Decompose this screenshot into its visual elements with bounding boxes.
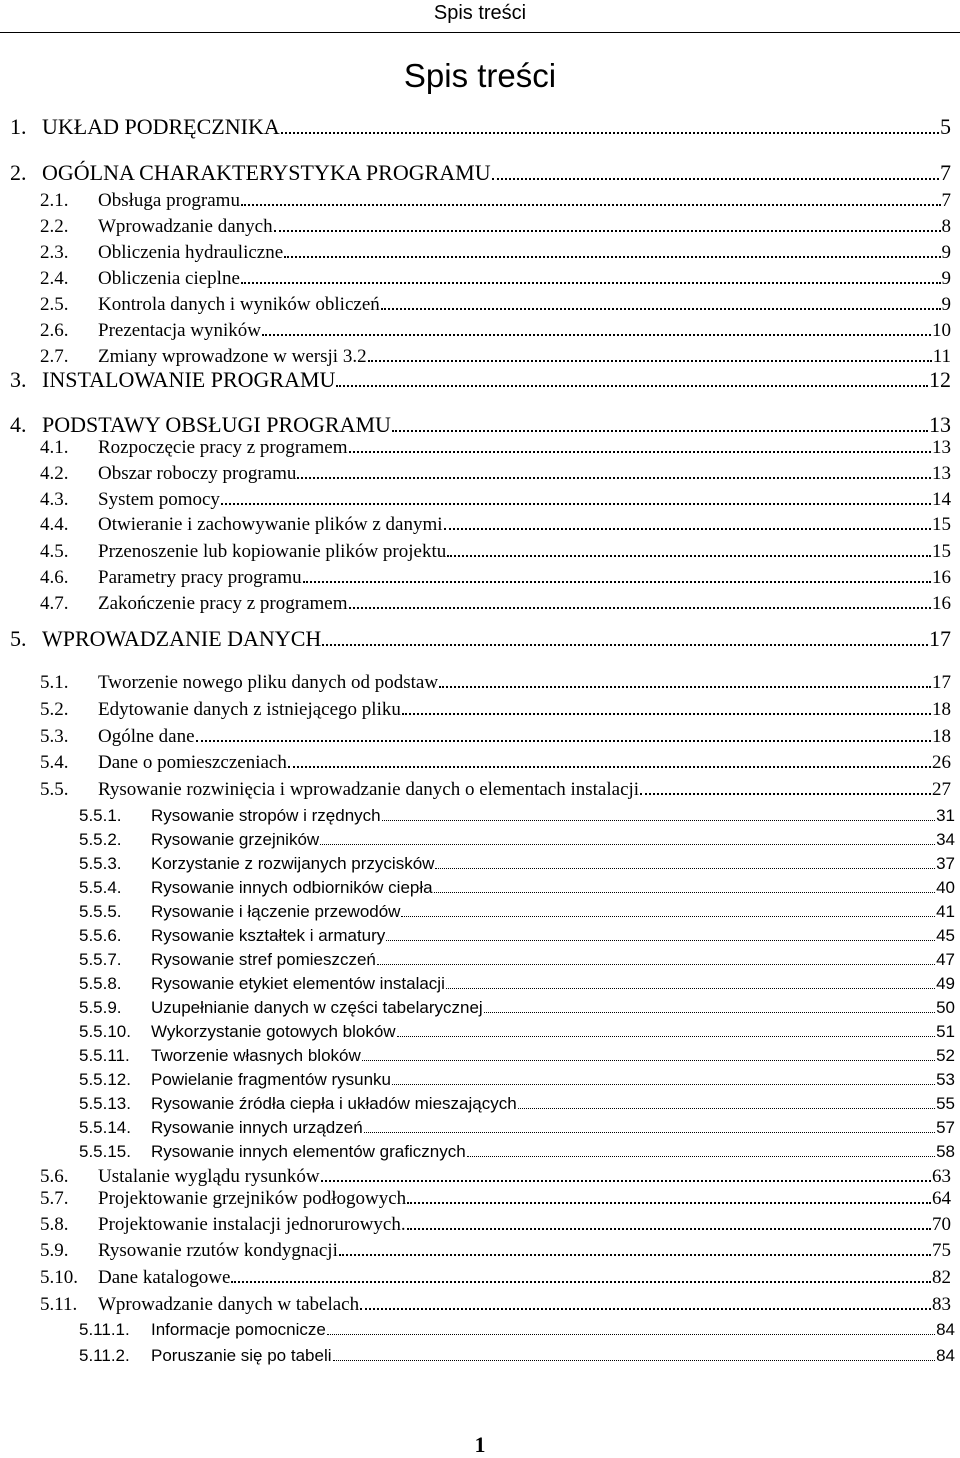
dot-leader [327,1322,935,1335]
toc-entry[interactable] [10,160,951,188]
toc-entry[interactable] [40,593,951,617]
toc-entry-page: 14 [932,489,951,510]
toc-entry-page: 40 [936,878,955,897]
dot-leader [518,1096,935,1109]
toc-entry-page: 13 [932,437,951,458]
toc-entry-number: 2.5. [40,294,69,315]
toc-entry-number: 5.11. [40,1294,78,1315]
toc-entry-page: 50 [936,998,955,1017]
dot-leader [392,1072,935,1085]
toc-entry-title: Tworzenie nowego pliku danych od podstaw [98,672,439,693]
toc-entry-page: 37 [936,854,955,873]
toc-entry[interactable] [79,1022,955,1044]
toc-entry-page: 17 [929,626,951,651]
toc-entry-title: Przenoszenie lub kopiowanie plików projektu [98,541,447,562]
toc-entry-title: Tworzenie własnych bloków [151,1046,361,1065]
toc-entry[interactable] [79,1118,955,1140]
toc-entry[interactable] [79,878,955,900]
dot-leader [360,1294,931,1310]
toc-entry-number: 5.5.3. [79,854,122,873]
toc-entry-number: 5.9. [40,1240,69,1261]
toc-entry-number: 5.5.15. [79,1142,131,1161]
toc-entry-page: 11 [932,346,951,367]
toc-entry[interactable] [10,626,951,654]
toc-entry-number: 5.5.13. [79,1094,131,1113]
dot-leader [339,1240,931,1256]
toc-entry-page: 83 [932,1294,951,1315]
toc-entry[interactable] [79,902,955,924]
toc-entry-title: Zmiany wprowadzone w wersji 3.2 [98,346,367,367]
dot-leader [362,1048,935,1061]
dot-leader [407,1214,931,1230]
toc-entry-page: 15 [932,541,951,562]
dot-leader [397,1024,936,1037]
dot-leader [349,437,931,453]
toc-entry-page: 41 [936,902,955,921]
toc-entry-title: Wprowadzanie danych [98,216,273,237]
toc-entry[interactable] [79,1346,955,1368]
dot-leader [333,1348,936,1361]
toc-entry-page: 84 [936,1320,955,1339]
toc-entry-page: 9 [941,294,951,315]
toc-entry[interactable] [40,541,951,565]
toc-entry-number: 5.5.8. [79,974,122,993]
toc-entry-number: 5.5. [40,779,69,800]
dot-leader [336,369,928,387]
dot-leader [321,1166,931,1182]
toc-entry[interactable] [79,926,955,948]
toc-entry-number: 5.5.10. [79,1022,131,1041]
dot-leader [386,928,935,941]
toc-entry-number: 5.4. [40,752,69,773]
toc-entry[interactable] [40,1166,951,1190]
toc-entry-number: 1. [10,114,27,139]
toc-entry-page: 82 [932,1267,951,1288]
toc-entry-number: 2.4. [40,268,69,289]
toc-entry-number: 2.3. [40,242,69,263]
toc-entry-number: 5.6. [40,1166,69,1187]
toc-entry[interactable] [40,752,951,776]
dot-leader [407,1188,931,1204]
toc-entry[interactable] [40,1188,951,1212]
running-header: Spis treści [0,0,960,33]
toc-entry-title: Dane katalogowe [98,1267,231,1288]
toc-entry-number: 5.3. [40,726,69,747]
toc-entry-title: Obszar roboczy programu [98,463,297,484]
toc-entry-number: 5.5.1. [79,806,122,825]
toc-entry-title: Informacje pomocnicze [151,1320,326,1339]
toc-entry-title: OGÓLNA CHARAKTERYSTYKA PROGRAMU [42,160,491,185]
dot-leader [297,463,931,479]
toc-entry-number: 5.5.7. [79,950,122,969]
toc-entry[interactable] [40,1214,951,1238]
dot-leader [467,1144,935,1157]
toc-entry[interactable] [40,463,951,487]
toc-entry[interactable] [40,1240,951,1264]
toc-entry-title: Rysowanie etykiet elementów instalacji [151,974,445,993]
toc-entry-title: Korzystanie z rozwijanych przycisków [151,854,435,873]
dot-leader [444,514,931,530]
dot-leader [303,567,931,583]
dot-leader [382,808,935,821]
dot-leader [484,1000,935,1013]
dot-leader [446,976,935,989]
dot-leader [231,1267,931,1283]
toc-entry[interactable] [10,412,951,440]
dot-leader [435,856,935,869]
toc-entry-page: 17 [932,672,951,693]
toc-entry-title: Edytowanie danych z istniejącego pliku [98,699,401,720]
toc-entry-number: 5.5.12. [79,1070,131,1089]
toc-entry[interactable] [40,779,951,803]
toc-entry[interactable] [40,268,951,292]
toc-entry-page: 27 [932,779,951,800]
toc-entry-title: System pomocy [98,489,220,510]
toc-entry[interactable] [40,726,951,750]
toc-entry-number: 5.7. [40,1188,69,1209]
toc-entry-page: 47 [936,950,955,969]
toc-entry-page: 8 [941,216,951,237]
toc-entry-number: 2.2. [40,216,69,237]
page-title: Spis treści [403,57,557,94]
toc-entry-number: 5.5.11. [79,1046,130,1065]
toc-entry-number: 4.4. [40,514,69,535]
toc-entry[interactable] [40,699,951,723]
toc-entry[interactable] [79,1070,955,1092]
toc-entry[interactable] [40,242,951,266]
toc-entry-number: 5.11.2. [79,1346,130,1365]
toc-entry-number: 4.5. [40,541,69,562]
toc-entry-number: 4. [10,412,27,437]
toc-entry-title: WPROWADZANIE DANYCH [42,626,322,651]
toc-entry-number: 2.6. [40,320,69,341]
toc-entry-page: 9 [941,242,951,263]
toc-entry[interactable] [40,190,951,214]
toc-entry[interactable] [40,514,951,538]
toc-entry-page: 70 [932,1214,951,1235]
toc-entry-number: 5.1. [40,672,69,693]
toc-entry-title: Rozpoczęcie pracy z programem [98,437,348,458]
toc-entry-page: 13 [932,463,951,484]
toc-entry-title: Rysowanie innych odbiorników ciepła [151,878,433,897]
toc-entry-number: 4.2. [40,463,69,484]
dot-leader [492,162,939,180]
toc-entry-page: 64 [932,1188,951,1209]
dot-leader [368,346,932,362]
toc-entry-title: Rysowanie stref pomieszczeń [151,950,376,969]
toc-entry-page: 7 [941,190,951,211]
toc-entry-title: Obliczenia hydrauliczne [98,242,284,263]
dot-leader [322,628,928,646]
toc-entry-title: Obliczenia cieplne [98,268,240,289]
toc-entry-title: Rysowanie i łączenie przewodów [151,902,401,921]
toc-entry-title: Rysowanie kształtek i armatury [151,926,386,945]
toc-entry-number: 5.5.9. [79,998,122,1017]
toc-entry-title: UKŁAD PODRĘCZNIKA [42,114,280,139]
toc-entry-page: 75 [932,1240,951,1261]
toc-entry[interactable] [40,294,951,318]
toc-entry[interactable] [40,489,951,513]
toc-entry-number: 5.2. [40,699,69,720]
toc-entry-number: 5. [10,626,27,651]
toc-entry[interactable] [40,1267,951,1291]
toc-entry-number: 5.10. [40,1267,78,1288]
toc-entry-number: 5.11.1. [79,1320,130,1339]
toc-entry-page: 34 [936,830,955,849]
toc-entry-page: 16 [932,593,951,614]
toc-entry-title: Uzupełnianie danych w części tabelarycznej [151,998,483,1017]
toc-entry[interactable] [79,1094,955,1116]
toc-entry[interactable] [79,974,955,996]
toc-entry[interactable] [40,567,951,591]
toc-entry-page: 16 [932,567,951,588]
toc-entry-number: 5.5.14. [79,1118,131,1137]
dot-leader [640,779,931,795]
toc-entry-number: 5.5.5. [79,902,122,921]
toc-entry-title: Otwieranie i zachowywanie plików z danymi [98,514,443,535]
dot-leader [447,541,931,557]
toc-entry-title: Wykorzystanie gotowych bloków [151,1022,396,1041]
toc-entry-page: 63 [932,1166,951,1187]
dot-leader [221,489,931,505]
toc-entry-page: 7 [940,160,951,185]
dot-leader [274,216,941,232]
toc-entry-page: 15 [932,514,951,535]
toc-entry-page: 53 [936,1070,955,1089]
toc-entry-title: Prezentacja wyników [98,320,262,341]
dot-leader [401,904,935,917]
toc-entry-title: Powielanie fragmentów rysunku [151,1070,392,1089]
dot-leader [288,752,931,768]
toc-entry[interactable] [79,950,955,972]
dot-leader [381,294,941,310]
toc-entry-title: INSTALOWANIE PROGRAMU [42,367,336,392]
toc-entry[interactable] [40,320,951,344]
toc-entry-title: PODSTAWY OBSŁUGI PROGRAMU [42,412,391,437]
toc-entry-number: 2.1. [40,190,69,211]
toc-entry[interactable] [40,437,951,461]
toc-entry-page: 51 [936,1022,955,1041]
dot-leader [281,116,939,134]
dot-leader [241,190,941,206]
dot-leader [439,672,931,688]
toc-entry[interactable] [40,672,951,696]
toc-entry-title: Dane o pomieszczeniach [98,752,287,773]
dot-leader [349,593,931,609]
dot-leader [320,832,935,845]
toc-entry-page: 52 [936,1046,955,1065]
toc-entry-page: 10 [932,320,951,341]
toc-entry[interactable] [40,216,951,240]
toc-entry-page: 84 [936,1346,955,1365]
toc-entry-title: Projektowanie grzejników podłogowych [98,1188,407,1209]
toc-entry-page: 26 [932,752,951,773]
toc-entry-title: Poruszanie się po tabeli [151,1346,332,1365]
toc-entry-page: 55 [936,1094,955,1113]
toc-entry-number: 4.3. [40,489,69,510]
toc-entry[interactable] [10,367,951,395]
toc-entry[interactable] [79,998,955,1020]
toc-entry[interactable] [79,1046,955,1068]
toc-entry-title: Wprowadzanie danych w tabelach [98,1294,360,1315]
dot-leader [402,699,931,715]
toc-entry-page: 9 [941,268,951,289]
toc-entry-title: Parametry pracy programu [98,567,302,588]
toc-entry-page: 18 [932,699,951,720]
toc-entry-page: 12 [929,367,951,392]
toc-entry-title: Rysowanie źródła ciepła i układów mieszających [151,1094,517,1113]
toc-entry-number: 2. [10,160,27,185]
dot-leader [364,1120,935,1133]
toc-entry-number: 5.5.6. [79,926,122,945]
toc-entry-title: Projektowanie instalacji jednorurowych. [98,1214,406,1235]
dot-leader [241,268,941,284]
toc-entry-title: Rysowanie innych elementów graficznych [151,1142,466,1161]
dot-leader [284,242,940,258]
toc-entry[interactable] [79,806,955,828]
toc-entry[interactable] [10,114,951,142]
toc-entry[interactable] [79,830,955,852]
toc-entry-number: 5.8. [40,1214,69,1235]
toc-entry-title: Ustalanie wyglądu rysunków [98,1166,320,1187]
dot-leader [434,880,935,893]
toc-entry-number: 5.5.2. [79,830,122,849]
toc-entry-title: Rysowanie innych urządzeń [151,1118,363,1137]
toc-entry-number: 3. [10,367,27,392]
toc-entry-title: Rysowanie stropów i rzędnych [151,806,381,825]
toc-entry-title: Kontrola danych i wyników obliczeń [98,294,380,315]
toc-entry[interactable] [40,1294,951,1318]
toc-entry[interactable] [79,1320,955,1342]
toc-entry-title: Zakończenie pracy z programem [98,593,348,614]
toc-entry-title: Obsługa programu [98,190,240,211]
toc-entry-title: Ogólne dane [98,726,195,747]
page-number: 1 [474,1432,486,1457]
toc-entry-number: 4.6. [40,567,69,588]
toc-entry-number: 2.7. [40,346,69,367]
toc-entry-title: Rysowanie grzejników [151,830,320,849]
toc-entry-page: 13 [929,412,951,437]
toc-entry-title: Rysowanie rzutów kondygnacji [98,1240,338,1261]
toc-entry-page: 58 [936,1142,955,1161]
toc-entry-page: 5 [940,114,951,139]
toc-entry-number: 4.7. [40,593,69,614]
toc-entry-page: 49 [936,974,955,993]
toc-entry-title: Rysowanie rozwinięcia i wprowadzanie danych o elementach instalacji [98,779,640,800]
toc-entry-page: 31 [936,806,955,825]
dot-leader [377,952,935,965]
dot-leader [262,320,931,336]
dot-leader [392,414,928,432]
toc-entry-page: 57 [936,1118,955,1137]
dot-leader [196,726,931,742]
toc-entry-number: 5.5.4. [79,878,122,897]
toc-entry-page: 18 [932,726,951,747]
toc-entry-number: 4.1. [40,437,69,458]
toc-entry[interactable] [79,1142,955,1164]
toc-entry-page: 45 [936,926,955,945]
toc-entry[interactable] [79,854,955,876]
